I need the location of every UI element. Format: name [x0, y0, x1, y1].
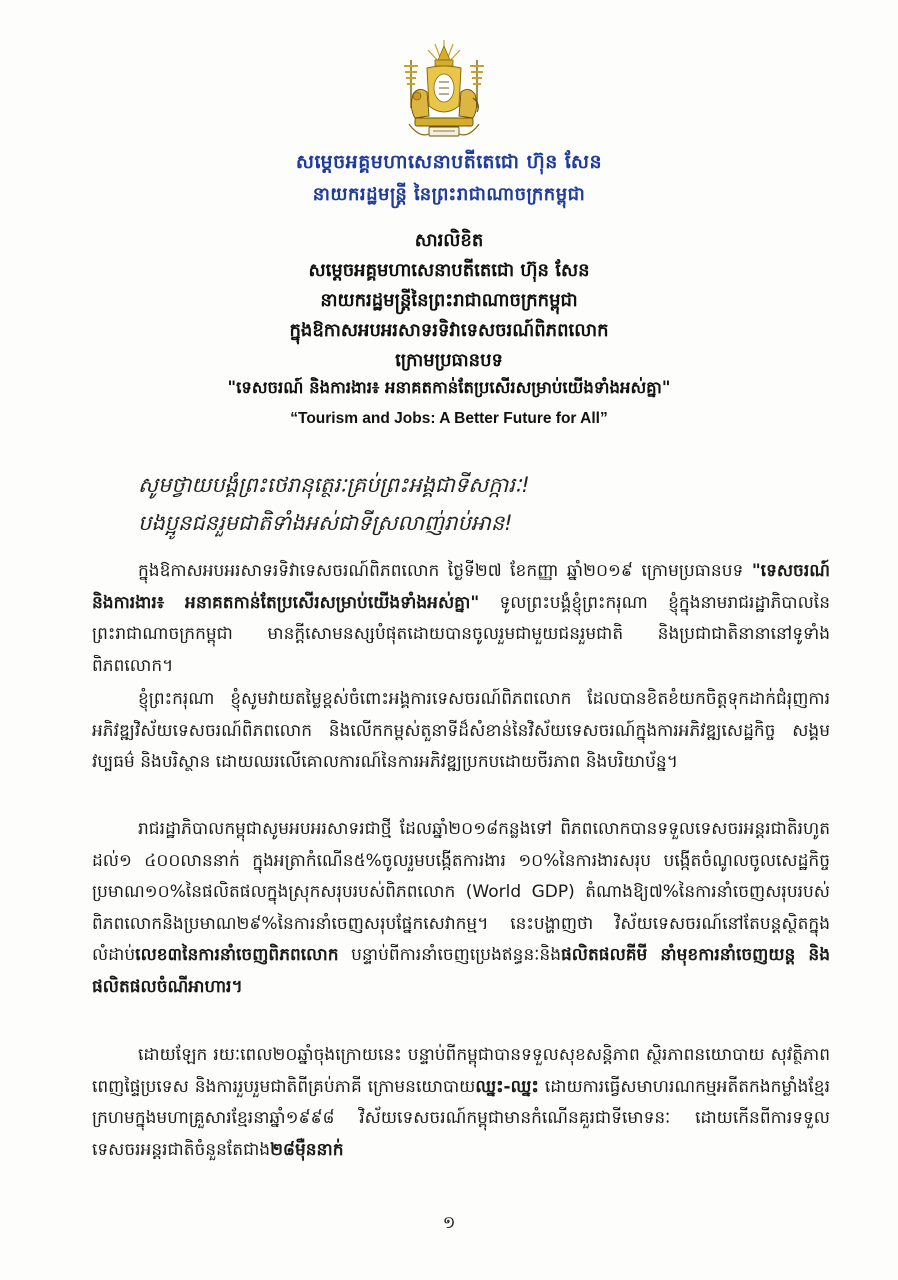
salutation-line-1: សូមថ្វាយបង្គំព្រះថេរានុត្ថេរៈគ្រប់ព្រះអង្គជាទីសក្ការៈ!	[138, 473, 530, 497]
title-line-5: ក្រោមប្រធានបទ	[395, 350, 503, 371]
paragraph-1-text-b: ទូលព្រះបង្គំខ្ញុំព្រះករុណា ខ្ញុំក្នុងនាមរាជរដ្ឋាភិបាលនៃព្រះរាជាណាចក្រកម្ពុជា មានក្តីសោមនស្សបំផុតដោយបានចូលរួមជាមួយជនរួមជាតិ និងប្រជាជាតិនានានៅទូទាំងពិភពលោក។	[92, 592, 830, 676]
paragraph-4-bold-b: ២៨ម៉ឺននាក់	[270, 1139, 344, 1160]
paragraph-3	[92, 814, 830, 1003]
royal-emblem-icon	[395, 38, 493, 146]
paragraph-3-bold-b: ផលិតផលគីមី នាំមុខការនាំចេញយន្ត និងផលិតផលចំណីអាហារ។	[92, 945, 830, 997]
paragraph-1	[92, 556, 830, 682]
paragraph-4	[92, 1040, 830, 1166]
sender-title: នាយករដ្ឋមន្ត្រី នៃព្រះរាជាណាចក្រកម្ពុជា	[312, 184, 586, 205]
page-number: ១	[442, 1213, 456, 1233]
title-line-4: ក្នុងឱកាសអបអរសាទរទិវាទេសចរណ៍ពិភពលោក	[289, 320, 609, 341]
title-line-2: សម្តេចអគ្គមហាសេនាបតីតេជោ ហ៊ុន សែន	[308, 260, 590, 281]
paragraph-1-theme: "ទេសចរណ៍ និងការងារ៖ អនាគតកាន់តែប្រសើរសម្រាប់យើងទាំងអស់គ្នា"	[92, 561, 830, 613]
sender-name: សម្តេចអគ្គមហាសេនាបតីតេជោ ហ៊ុន សែន	[295, 151, 603, 173]
paragraph-3-bold-a: លេខ៣នៃការនាំចេញពិភពលោក	[135, 945, 339, 965]
title-line-3: នាយករដ្ឋមន្ត្រីនៃព្រះរាជាណាចក្រកម្ពុជា	[320, 290, 578, 311]
paragraph-1-text-a: ក្នុងឱកាសអបអរសាទរទិវាទេសចរណ៍ពិភពលោក ថ្ងៃទី២៧ ខែកញ្ញា ឆ្នាំ២០១៩ ក្រោមប្រធានបទ	[138, 561, 752, 581]
paragraph-3-text-a: រាជរដ្ឋាភិបាលកម្ពុជាសូមអបអរសាទរជាថ្មី ដែលឆ្នាំ២០១៨កន្លងទៅ ពិភពលោកបានទទួលទេសចរអន្តរជាតិរហូតដល់១ ៤០០លាននាក់ ក្នុងអត្រាកំណើន៥%ចូលរួមបង្កើតការងារ ១០%នៃការងារសរុប បង្កើតចំណូលចូលសេដ្ឋកិច្ចប្រមាណ១០%នៃផលិតផលក្នុងស្រុកសរុបរបស់ពិភពលោក (World GDP) តំណាងឱ្យ៧%នៃការនាំចេញសរុបរបស់ពិភពលោកនិងប្រមាណ២៩%នៃការនាំចេញសរុបផ្នែកសេវាកម្ម។ នេះបង្ហាញថា វិស័យទេសចរណ៍នៅតែបន្តស្ថិតក្នុងលំដាប់	[92, 819, 830, 965]
paragraph-4-text-b: ដោយការធ្វើសមាហរណកម្មអតីតកងកម្លាំងខ្មែរក្រហមក្នុងមហាគ្រួសារខ្មែរនាឆ្នាំ១៩៩៨ វិស័យទេសចរណ៍កម្ពុជាមានកំណើនគួរជាទីមោទនៈ ដោយកើនពីការទទួលទេសចរអន្តរជាតិចំនួនតែជាង	[92, 1076, 830, 1160]
title-line-1: សារលិខិត	[414, 230, 484, 251]
paragraph-4-text-a: ដោយឡែក រយៈពេល២០ឆ្នាំចុងក្រោយនេះ បន្ទាប់ពីកម្ពុជាបានទទួលសុខសន្តិភាព ស្ថិរភាពនយោបាយ សុវត្ថិភាពពេញផ្ទៃប្រទេស និងការរួបរួមជាតិពីគ្រប់ភាគី ក្រោមនយោបាយ	[92, 1045, 830, 1097]
title-line-6: "ទេសចរណ៍ និងការងារ៖ អនាគតកាន់តែប្រសើរសម្រាប់យើងទាំងអស់គ្នា"	[227, 378, 671, 397]
paragraph-3-text-b: បន្ទាប់ពីការនាំចេញប្រេងឥន្ធនៈនិង	[338, 945, 562, 965]
english-title: “Tourism and Jobs: A Better Future for All”	[290, 410, 608, 427]
paragraph-2: ខ្ញុំព្រះករុណា ខ្ញុំសូមវាយតម្លៃខ្ពស់ចំពោះអង្គការទេសចរណ៍ពិភពលោក ដែលបានខិតខំយកចិត្តទុកដាក់ជំរុញការអភិវឌ្ឍវិស័យទេសចរណ៍ពិភពលោក និងលើកកម្ពស់តួនាទីដ៏សំខាន់នៃវិស័យទេសចរណ៍ក្នុងការអភិវឌ្ឍសេដ្ឋកិច្ច សង្គម វប្បធម៌ និងបរិស្ថាន ដោយឈរលើគោលការណ៍នៃការអភិវឌ្ឍប្រកបដោយចីរភាព និងបរិយាប័ន្ន។	[92, 689, 830, 772]
paragraph-4-bold-a: ឈ្នះ-ឈ្នះ	[475, 1076, 539, 1097]
salutation-line-2: បងប្អូនជនរួមជាតិទាំងអស់ជាទីស្រលាញ់រាប់អាន!	[138, 511, 513, 535]
